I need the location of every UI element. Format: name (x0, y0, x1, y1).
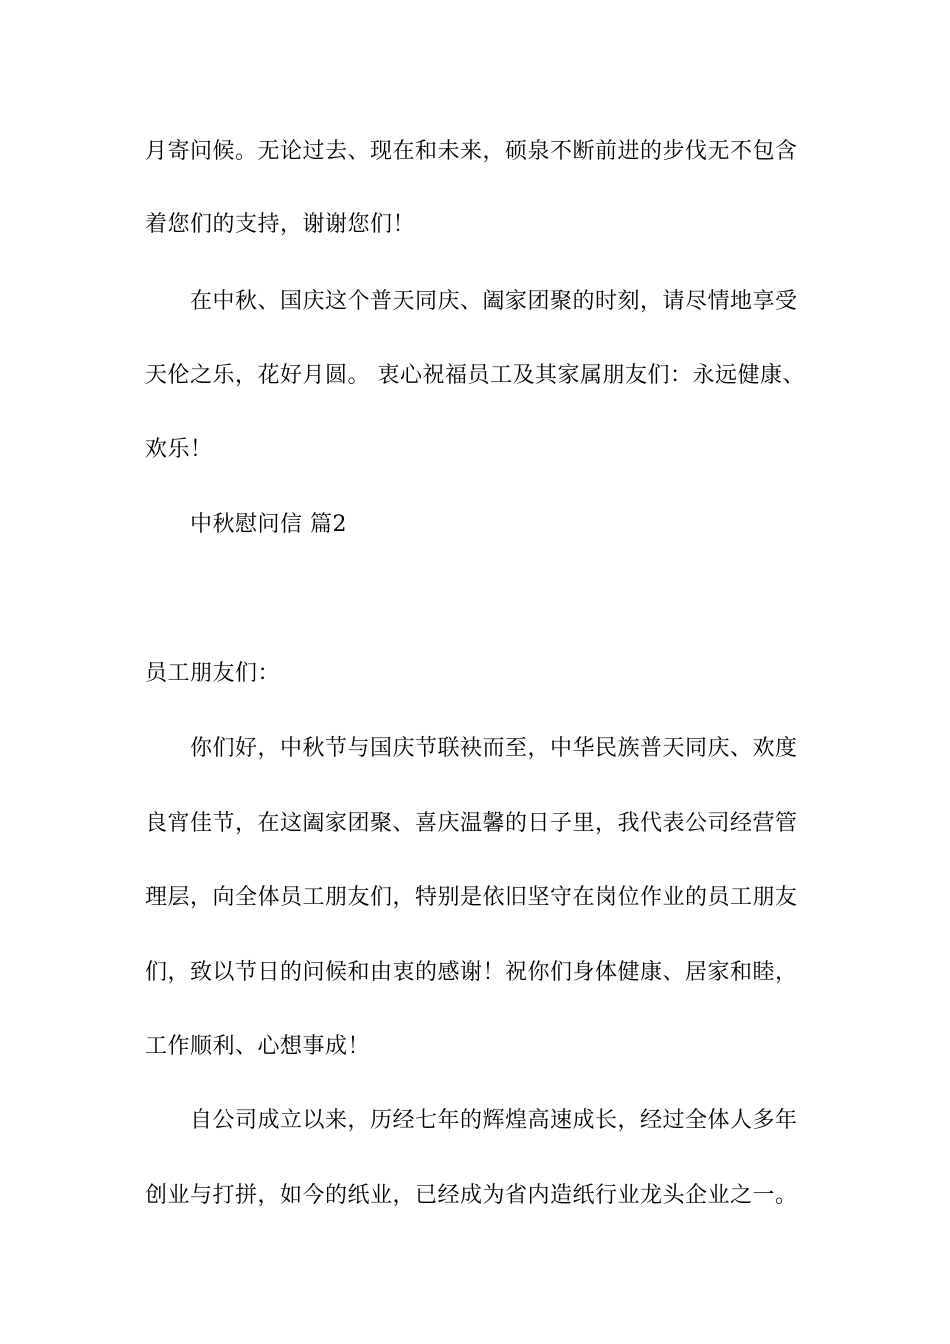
paragraph-line: 工作顺利、心想事成！ (145, 1034, 371, 1059)
paragraph-line: 自公司成立以来，历经七年的辉煌高速成长，经过全体人多年 (190, 1108, 798, 1133)
paragraph-line: 你们好，中秋节与国庆节联袂而至，中华民族普天同庆、欢度 (190, 736, 798, 761)
paragraph-line: 天伦之乐，花好月圆。 衷心祝福员工及其家属朋友们：永远健康、 (145, 363, 805, 388)
salutation: 员工朋友们： (145, 661, 281, 686)
paragraph-line: 欢乐！ (145, 437, 213, 462)
section-heading: 中秋慰问信 篇2 (190, 512, 347, 537)
paragraph-line: 创业与打拼，如今的纸业，已经成为省内造纸行业龙头企业之一。 (145, 1183, 798, 1208)
paragraph-line: 着您们的支持，谢谢您们！ (145, 212, 416, 237)
paragraph-line: 理层，向全体员工朋友们，特别是依旧坚守在岗位作业的员工朋友 (145, 885, 798, 910)
paragraph-line: 们，致以节日的问候和由衷的感谢！祝你们身体健康、居家和睦， (145, 960, 798, 985)
paragraph-line: 月寄问候。无论过去、现在和未来，硕泉不断前进的步伐无不包含 (145, 139, 798, 164)
paragraph-line: 良宵佳节，在这阖家团聚、喜庆温馨的日子里，我代表公司经营管 (145, 811, 798, 836)
paragraph-line: 在中秋、国庆这个普天同庆、阖家团聚的时刻，请尽情地享受 (190, 289, 798, 314)
